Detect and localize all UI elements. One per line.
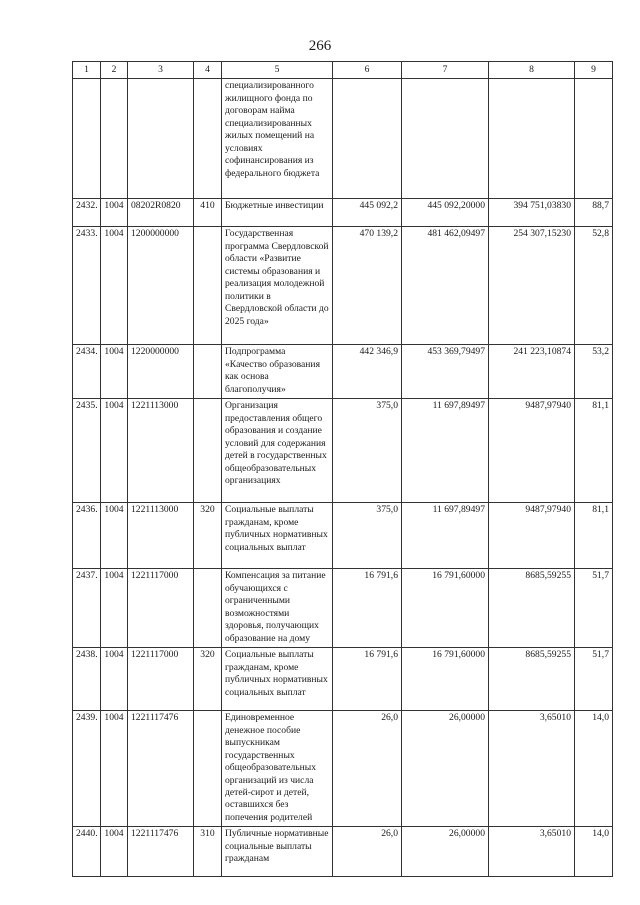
section-code-cell: 1004 xyxy=(101,827,128,877)
percent-cell: 51,7 xyxy=(575,648,613,711)
expense-type-cell xyxy=(194,711,222,827)
percent-cell: 14,0 xyxy=(575,711,613,827)
planned-amount-cell xyxy=(402,79,489,199)
percent-cell: 81,1 xyxy=(575,399,613,503)
expense-type-cell: 410 xyxy=(194,199,222,227)
executed-amount-cell: 3,65010 xyxy=(489,827,575,877)
row-number-cell: 2433. xyxy=(73,227,101,345)
table-row xyxy=(73,503,613,569)
section-code-cell: 1004 xyxy=(101,345,128,399)
description-cell: Подпрограмма «Качество образования как основа благополучия» xyxy=(222,345,333,399)
approved-amount-cell: 445 092,2 xyxy=(333,199,402,227)
percent-cell: 81,1 xyxy=(575,503,613,569)
planned-amount-cell: 26,00000 xyxy=(402,711,489,827)
planned-amount-cell: 26,00000 xyxy=(402,827,489,877)
description-cell: Государственная программа Свердловской области «Развитие системы образования и реализация молодежной политики в Свердловской области до 2025 года» xyxy=(222,227,333,345)
row-number-cell: 2440. xyxy=(73,827,101,877)
description-cell: Социальные выплаты гражданам, кроме публичных нормативных социальных выплат xyxy=(222,648,333,711)
planned-amount-cell: 16 791,60000 xyxy=(402,569,489,648)
executed-amount-cell: 8685,59255 xyxy=(489,648,575,711)
planned-amount-cell: 16 791,60000 xyxy=(402,648,489,711)
column-header: 5 xyxy=(222,62,333,79)
description-cell: Публичные нормативные социальные выплаты гражданам xyxy=(222,827,333,877)
percent-cell: 88,7 xyxy=(575,199,613,227)
table-row xyxy=(73,199,613,227)
percent-cell: 51,7 xyxy=(575,569,613,648)
row-number-cell: 2432. xyxy=(73,199,101,227)
planned-amount-cell: 453 369,79497 xyxy=(402,345,489,399)
planned-amount-cell: 11 697,89497 xyxy=(402,503,489,569)
percent-cell: 52,8 xyxy=(575,227,613,345)
approved-amount-cell: 26,0 xyxy=(333,827,402,877)
table-row xyxy=(73,827,613,877)
column-header: 1 xyxy=(73,62,101,79)
section-code-cell: 1004 xyxy=(101,227,128,345)
target-code-cell: 1221113000 xyxy=(128,399,194,503)
executed-amount-cell: 9487,97940 xyxy=(489,399,575,503)
description-cell: Компенсация за питание обучающихся с ограниченными возможностями здоровья, получающих образование на дому xyxy=(222,569,333,648)
section-code-cell: 1004 xyxy=(101,199,128,227)
section-code-cell: 1004 xyxy=(101,503,128,569)
expense-type-cell xyxy=(194,227,222,345)
table-row xyxy=(73,648,613,711)
column-header: 6 xyxy=(333,62,402,79)
percent-cell: 53,2 xyxy=(575,345,613,399)
section-code-cell: 1004 xyxy=(101,711,128,827)
expense-type-cell xyxy=(194,345,222,399)
description-cell: Организация предоставления общего образования и создание условий для содержания детей в государственных общеобразовательных организациях xyxy=(222,399,333,503)
approved-amount-cell: 16 791,6 xyxy=(333,569,402,648)
column-header: 4 xyxy=(194,62,222,79)
executed-amount-cell xyxy=(489,79,575,199)
column-header: 8 xyxy=(489,62,575,79)
executed-amount-cell: 254 307,15230 xyxy=(489,227,575,345)
section-code-cell: 1004 xyxy=(101,399,128,503)
approved-amount-cell: 26,0 xyxy=(333,711,402,827)
target-code-cell: 1221117000 xyxy=(128,569,194,648)
table-row xyxy=(73,227,613,345)
executed-amount-cell: 3,65010 xyxy=(489,711,575,827)
table-row xyxy=(73,345,613,399)
row-number-cell: 2436. xyxy=(73,503,101,569)
executed-amount-cell: 241 223,10874 xyxy=(489,345,575,399)
table-row xyxy=(73,399,613,503)
expense-type-cell: 320 xyxy=(194,503,222,569)
header-row xyxy=(73,62,613,79)
expense-type-cell xyxy=(194,399,222,503)
planned-amount-cell: 445 092,20000 xyxy=(402,199,489,227)
percent-cell: 14,0 xyxy=(575,827,613,877)
approved-amount-cell: 470 139,2 xyxy=(333,227,402,345)
section-code-cell xyxy=(101,79,128,199)
target-code-cell: 1221117000 xyxy=(128,648,194,711)
approved-amount-cell: 442 346,9 xyxy=(333,345,402,399)
row-number-cell xyxy=(73,79,101,199)
budget-table xyxy=(72,61,613,877)
target-code-cell: 1221117476 xyxy=(128,711,194,827)
row-number-cell: 2439. xyxy=(73,711,101,827)
section-code-cell: 1004 xyxy=(101,569,128,648)
target-code-cell: 1200000000 xyxy=(128,227,194,345)
row-number-cell: 2434. xyxy=(73,345,101,399)
approved-amount-cell: 375,0 xyxy=(333,399,402,503)
approved-amount-cell: 375,0 xyxy=(333,503,402,569)
row-number-cell: 2437. xyxy=(73,569,101,648)
expense-type-cell xyxy=(194,79,222,199)
description-cell: Единовременное денежное пособие выпускникам государственных общеобразовательных организаций из числа детей-сирот и детей, оставшихся без попечения родителей xyxy=(222,711,333,827)
page-number: 266 xyxy=(308,38,332,54)
planned-amount-cell: 481 462,09497 xyxy=(402,227,489,345)
executed-amount-cell: 8685,59255 xyxy=(489,569,575,648)
target-code-cell: 1221113000 xyxy=(128,503,194,569)
target-code-cell: 1220000000 xyxy=(128,345,194,399)
description-cell: Социальные выплаты гражданам, кроме публичных нормативных социальных выплат xyxy=(222,503,333,569)
row-number-cell: 2435. xyxy=(73,399,101,503)
description-cell: Бюджетные инвестиции xyxy=(222,199,333,227)
executed-amount-cell: 9487,97940 xyxy=(489,503,575,569)
table-row xyxy=(73,711,613,827)
executed-amount-cell: 394 751,03830 xyxy=(489,199,575,227)
approved-amount-cell xyxy=(333,79,402,199)
expense-type-cell: 310 xyxy=(194,827,222,877)
approved-amount-cell: 16 791,6 xyxy=(333,648,402,711)
section-code-cell: 1004 xyxy=(101,648,128,711)
target-code-cell xyxy=(128,79,194,199)
target-code-cell: 08202R0820 xyxy=(128,199,194,227)
description-cell: специализированного жилищного фонда по договорам найма специализированных жилых помещений на условиях софинансирования из федерального бюджета xyxy=(222,79,333,199)
column-header: 3 xyxy=(128,62,194,79)
planned-amount-cell: 11 697,89497 xyxy=(402,399,489,503)
row-number-cell: 2438. xyxy=(73,648,101,711)
percent-cell xyxy=(575,79,613,199)
target-code-cell: 1221117476 xyxy=(128,827,194,877)
column-header: 7 xyxy=(402,62,489,79)
column-header: 9 xyxy=(575,62,613,79)
expense-type-cell xyxy=(194,569,222,648)
table-row xyxy=(73,569,613,648)
column-header: 2 xyxy=(101,62,128,79)
table-row xyxy=(73,79,613,199)
expense-type-cell: 320 xyxy=(194,648,222,711)
